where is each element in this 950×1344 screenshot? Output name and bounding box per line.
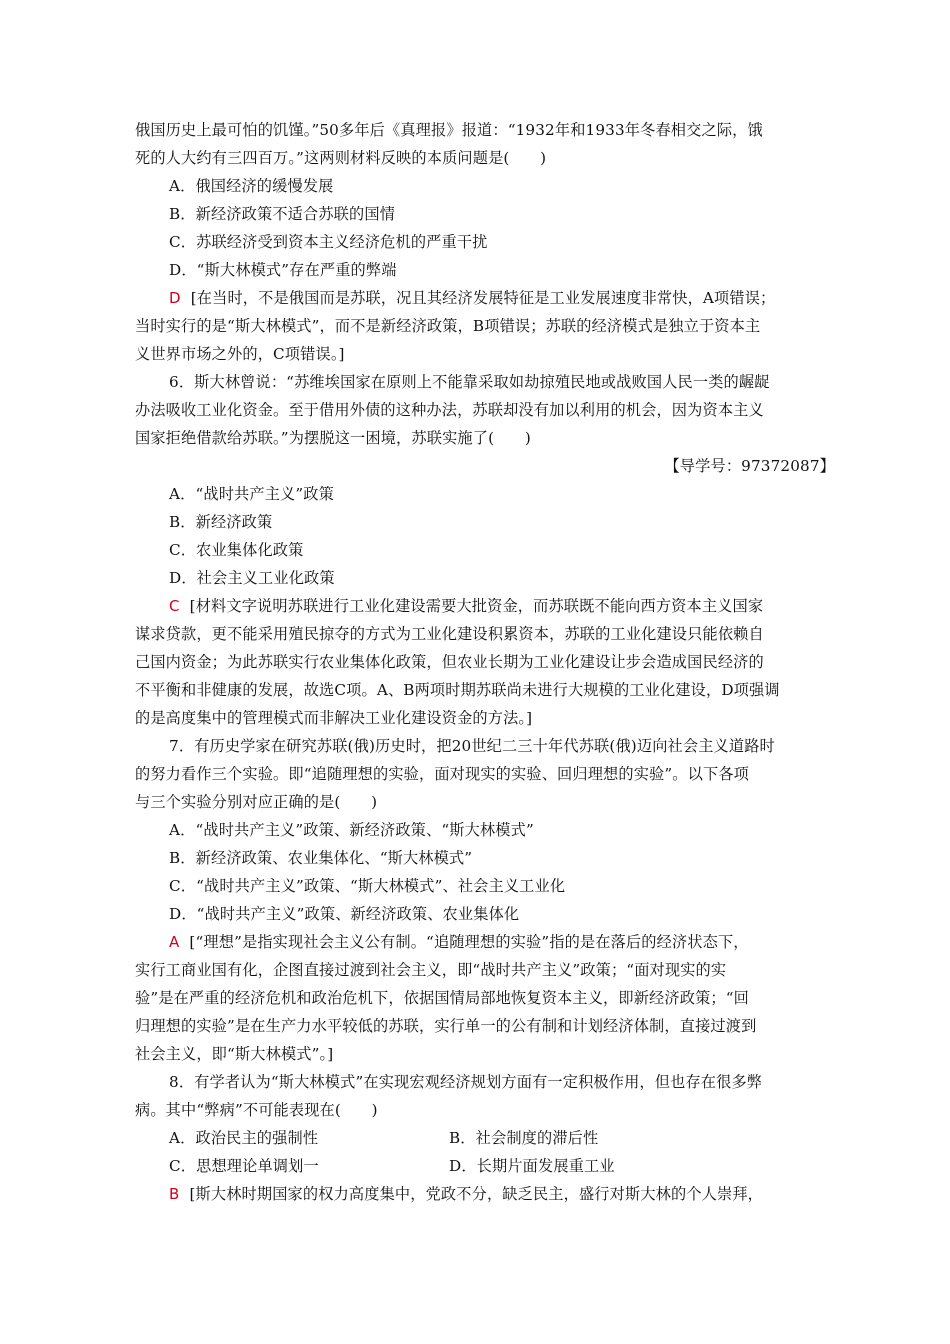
option-c: C．思想理论单调划一 [169, 1157, 319, 1175]
option-a: A．“战时共产主义”政策 [169, 485, 334, 503]
guide-number: 【导学号：97372087】 [664, 457, 835, 475]
answer-letter: C [169, 597, 180, 615]
question-text-line: 7．有历史学家在研究苏联(俄)历史时，把20世纪二三十年代苏联(俄)迈向社会主义道路时 [169, 737, 775, 755]
explanation-text: 谋求贷款，更不能采用殖民掠夺的方式为工业化建设积累资本，苏联的工业化建设只能依赖自 [135, 625, 764, 643]
question-8 [135, 1068, 835, 1208]
option-a: A．政治民主的强制性 [169, 1129, 319, 1147]
option-d: D．社会主义工业化政策 [169, 569, 335, 587]
question-7 [135, 732, 835, 1068]
question-text-line: 死的人大约有三四百万。”这两则材料反映的本质问题是( ) [135, 149, 547, 167]
explanation-text: [在当时，不是俄国而是苏联，况且其经济发展特征是工业发展速度非常快，A项错误； [190, 289, 776, 307]
option-b: B．新经济政策不适合苏联的国情 [169, 205, 396, 223]
option-c: C．“战时共产主义”政策、“斯大林模式”、社会主义工业化 [169, 877, 566, 895]
option-d: D．长期片面发展重工业 [449, 1157, 615, 1175]
explanation-text: 社会主义，即“斯大林模式”。] [135, 1045, 334, 1063]
question-5 [135, 116, 835, 368]
explanation-text: 义世界市场之外的，C项错误。] [135, 345, 345, 363]
explanation-text: [“理想”是指实现社会主义公有制。“追随理想的实验”指的是在落后的经济状态下， [189, 933, 749, 951]
question-text-line: 8．有学者认为“斯大林模式”在实现宏观经济规划方面有一定积极作用，但也存在很多弊 [169, 1073, 763, 1091]
question-text-line: 国家拒绝借款给苏联。”为摆脱这一困境，苏联实施了( ) [135, 429, 531, 447]
answer-line [135, 592, 835, 620]
document-page [135, 116, 835, 1208]
option-row [135, 1152, 835, 1180]
option-c: C．苏联经济受到资本主义经济危机的严重干扰 [169, 233, 488, 251]
explanation-text: 归理想的实验”是在生产力水平较低的苏联，实行单一的公有制和计划经济体制，直接过渡到 [135, 1017, 757, 1035]
explanation-text: 验”是在严重的经济危机和政治危机下，依据国情局部地恢复资本主义，即新经济政策；“回 [135, 989, 749, 1007]
explanation-text: 的是高度集中的管理模式而非解决工业化建设资金的方法。] [135, 709, 533, 727]
explanation-text: [斯大林时期国家的权力高度集中，党政不分，缺乏民主，盛行对斯大林的个人崇拜， [189, 1185, 764, 1203]
explanation-text: 当时实行的是“斯大林模式”，而不是新经济政策，B项错误；苏联的经济模式是独立于资本主 [135, 317, 761, 335]
answer-letter: A [169, 933, 180, 951]
option-a: A．俄国经济的缓慢发展 [169, 177, 334, 195]
option-row [135, 1124, 835, 1152]
answer-line [135, 928, 835, 956]
answer-letter: D [169, 289, 181, 307]
option-d: D．“斯大林模式”存在严重的弊端 [169, 261, 397, 279]
explanation-text: 己国内资金；为此苏联实行农业集体化政策，但农业长期为工业化建设让步会造成国民经济的 [135, 653, 764, 671]
question-text-line: 与三个实验分别对应正确的是( ) [135, 793, 378, 811]
question-text-line: 6．斯大林曾说：“苏维埃国家在原则上不能靠采取如劫掠殖民地或战败国人民一类的龌龊 [169, 373, 770, 391]
option-b: B．新经济政策 [169, 513, 273, 531]
option-d: D．“战时共产主义”政策、新经济政策、农业集体化 [169, 905, 520, 923]
answer-line [135, 284, 835, 312]
question-text-line: 办法吸收工业化资金。至于借用外债的这种办法，苏联却没有加以利用的机会，因为资本主义 [135, 401, 764, 419]
option-c: C．农业集体化政策 [169, 541, 304, 559]
question-6 [135, 368, 835, 732]
answer-line [135, 1180, 835, 1208]
answer-letter: B [169, 1185, 180, 1203]
option-b: B．新经济政策、农业集体化、“斯大林模式” [169, 849, 473, 867]
explanation-text: [材料文字说明苏联进行工业化建设需要大批资金，而苏联既不能向西方资本主义国家 [189, 597, 764, 615]
explanation-text: 不平衡和非健康的发展，故选C项。A、B两项时期苏联尚未进行大规模的工业化建设，D项强调 [135, 681, 780, 699]
question-text-line: 俄国历史上最可怕的饥馑。”50多年后《真理报》报道：“1932年和1933年冬春相交之际，饿 [135, 121, 763, 139]
option-b: B．社会制度的滞后性 [449, 1129, 599, 1147]
option-a: A．“战时共产主义”政策、新经济政策、“斯大林模式” [169, 821, 534, 839]
question-text-line: 的努力看作三个实验。即“追随理想的实验，面对现实的实验、回归理想的实验”。以下各项 [135, 765, 749, 783]
explanation-text: 实行工商业国有化，企图直接过渡到社会主义，即“战时共产主义”政策；“面对现实的实 [135, 961, 727, 979]
question-text-line: 病。其中“弊病”不可能表现在( ) [135, 1101, 378, 1119]
